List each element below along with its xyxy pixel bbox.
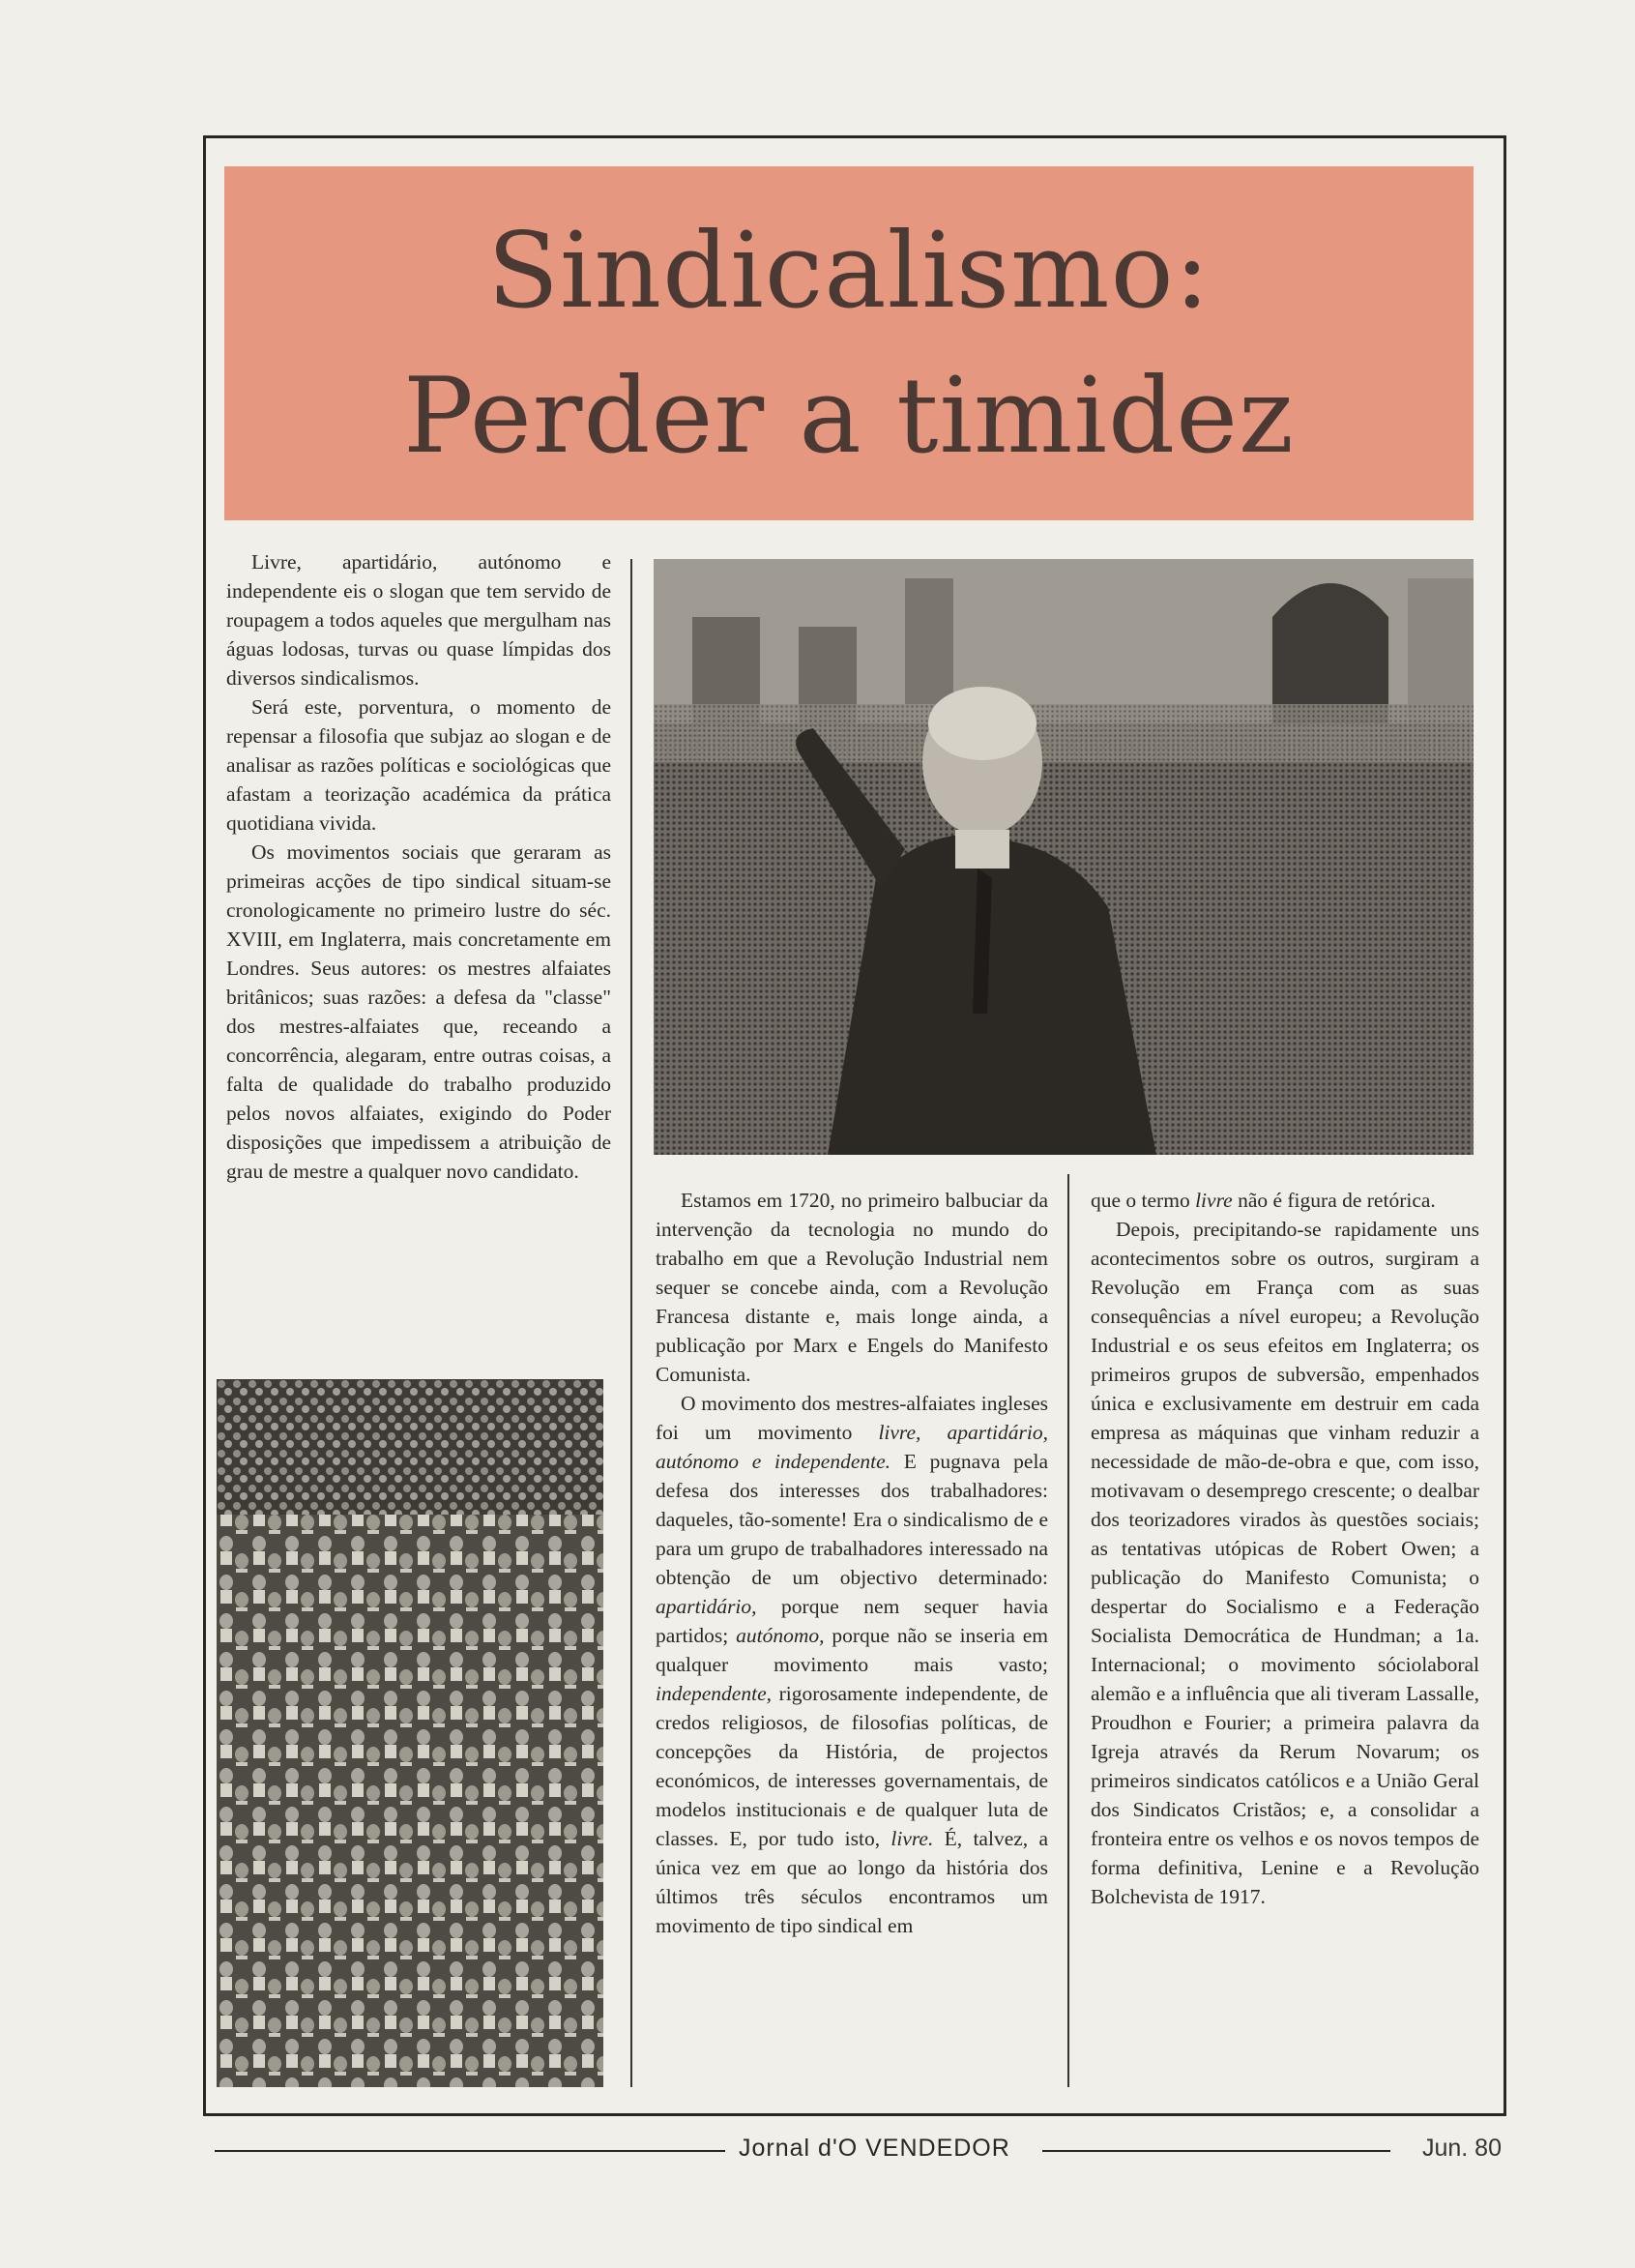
article-column-2 <box>656 1186 1048 1940</box>
photo-speaker-crowd-image <box>654 559 1474 1155</box>
paragraph: Será este, porventura, o momento de repensar a filosofia que subjaz ao slogan e de analisar as razões políticas e sociológicas que afastam a teorização académica da prática quotidiana vivida. <box>226 695 611 835</box>
column-divider <box>630 559 632 2087</box>
headline-subtitle: Perder a timidez <box>403 356 1295 477</box>
footer-rule-right <box>1042 2150 1390 2152</box>
paragraph: Estamos em 1720, no primeiro balbuciar da intervenção da tecnologia no mundo do trabalho em que a Revolução Industrial nem sequer se concebe ainda, com a Revolução Francesa distante e, mais longe ainda, a publicação por Marx e Engels do Manifesto Comunista. <box>656 1189 1048 1386</box>
article-column-1 <box>226 547 611 1186</box>
paragraph: Depois, precipitando-se rapidamente uns acontecimentos sobre os outros, surgiram a Revolução em França com as suas consequências a nível europeu; a Revolução Industrial e os seus efeitos em Inglaterra; os primeiros grupos de subversão, empenhados única e exclusivamente em destruir em cada empresa as máquinas que vinham reduzir a necessidade de mão-de-obra e que, com isso, motivavam o desemprego crescente; o dealbar dos teorizadores virados às questões sociais; as tentativas utópicas de Robert Owen; a publicação do Manifesto Comunista; o despertar do Socialismo e a Federação Socialista Democrática de Hundman; a 1a. Internacional; o movimento sóciolaboral alemão e a influência que ali tiveram Lassalle, Proudhon e Fourier; a primeira palavra da Igreja através da Rerum Novarum; os primeiros sindicatos católicos e a União Geral dos Sindicatos Cristãos; e, a consolidar a fronteira entre os velhos e os novos tempos de forma definitiva, Lenine e a Revolução Bolchevista de 1917. <box>1091 1218 1479 1908</box>
footer-rule-left <box>215 2150 725 2152</box>
paragraph: que o termo livre não é figura de retórica. <box>1091 1189 1436 1212</box>
paragraph: Livre, apartidário, autónomo e independente eis o slogan que tem servido de roupagem a todos aqueles que mergulham nas águas lodosas, turvas ou quase límpidas dos diversos sindicalismos. <box>226 550 611 690</box>
paragraph: Os movimentos sociais que geraram as primeiras acções de tipo sindical situam-se cronologicamente no primeiro lustre do séc. XVIII, em Inglaterra, mais concretamente em Londres. Seus autores: os mestres alfaiates britânicos; suas razões: a defesa da "classe" dos mestres-alfaiates que, receando a concorrência, alegaram, entre outras coisas, a falta de qualidade do trabalho produzido pelos novos alfaiates, exigindo do Poder disposições que impedissem a atribuição de grau de mestre a qualquer novo candidato. <box>226 840 611 1183</box>
footer-publication: Jornal d'O VENDEDOR <box>739 2135 1010 2162</box>
article-column-3 <box>1091 1186 1479 1911</box>
photo-marching-crowd-image <box>217 1379 603 2087</box>
footer-date: Jun. 80 <box>1421 2135 1502 2162</box>
photo-speaker-crowd <box>654 559 1474 1155</box>
photo-marching-crowd <box>217 1379 603 2087</box>
column-divider <box>1067 1174 1069 2087</box>
headline-banner <box>224 166 1474 520</box>
headline-title: Sindicalismo: <box>487 211 1211 332</box>
paragraph: O movimento dos mestres-alfaiates ingleses foi um movimento livre, apartidário, autónomo e independente. E pugnava pela defesa dos interesses dos trabalhadores: daqueles, tão-somente! Era o sindicalismo de e para um grupo de trabalhadores interessado na obtenção de um objectivo determinado: apartidário, porque nem sequer havia partidos; autónomo, porque não se inseria em qualquer movimento mais vasto; independente, rigorosamente independente, de credos religiosos, de filosofias políticas, de concepções da História, de projectos económicos, de interesses governamentais, de modelos institucionais e de qualquer luta de classes. E, por tudo isto, livre. É, talvez, a única vez em que ao longo da história dos últimos três séculos encontramos um movimento de tipo sindical em <box>656 1392 1048 1937</box>
